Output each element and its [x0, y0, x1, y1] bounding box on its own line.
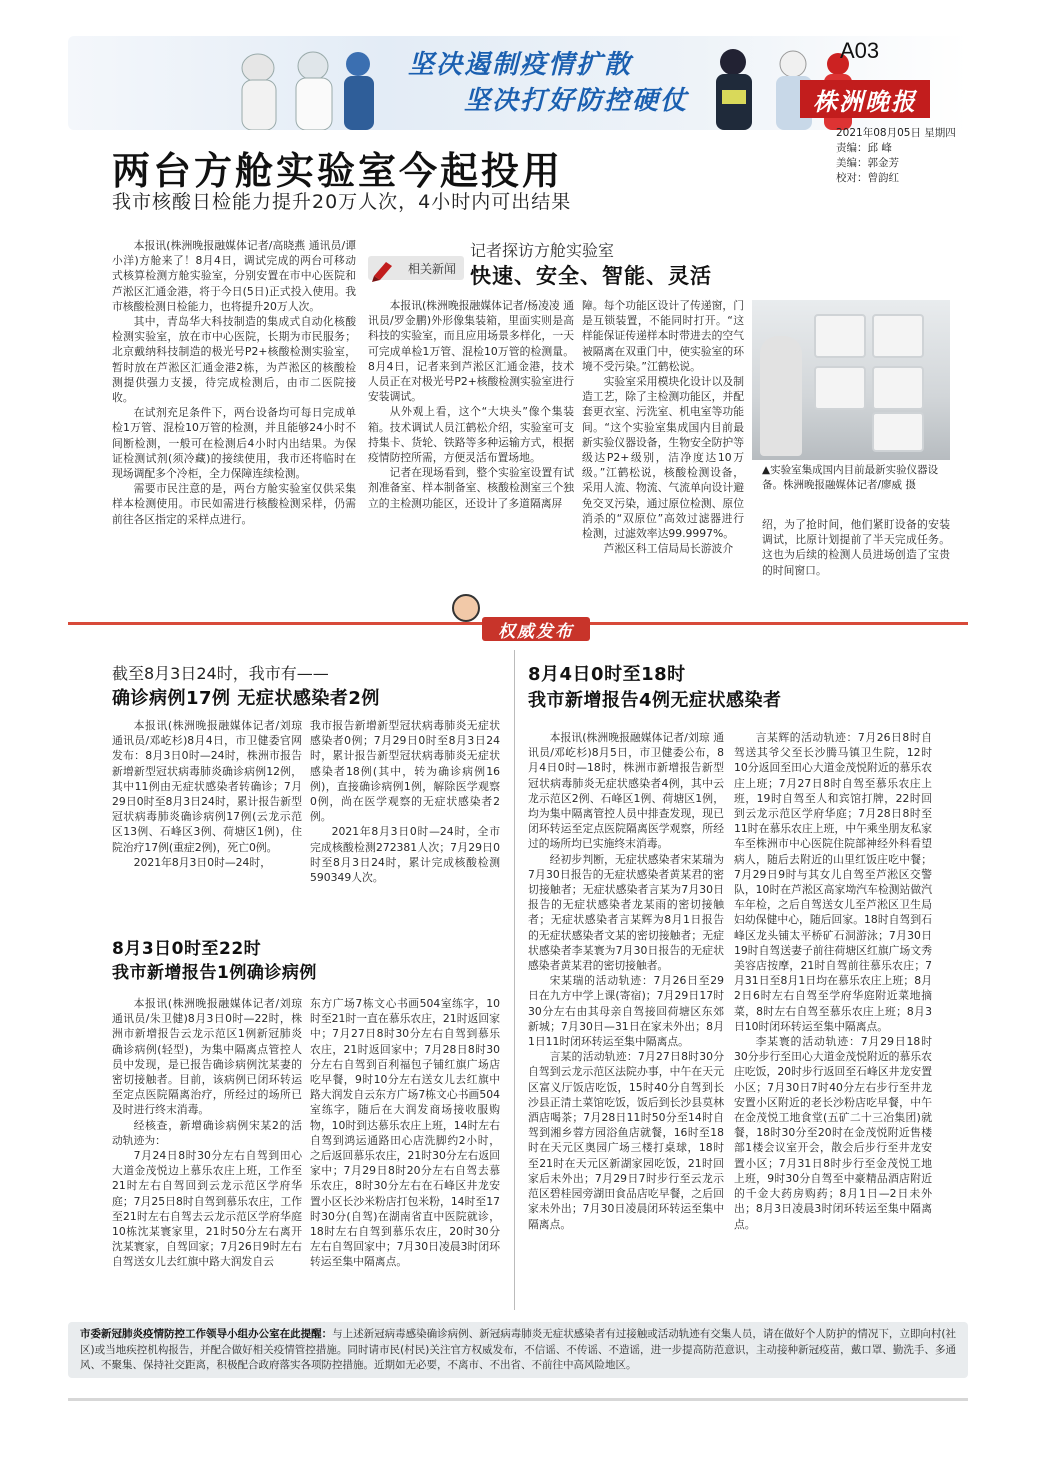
anchor-avatar-icon — [452, 594, 480, 622]
paragraph: 在试剂充足条件下，两台设备均可每日完成单检1万管、混检10万管的检测，并且能够24小时不间断检测，一般可在检测后4小时内出结果。为保证检测试剂(须冷藏)的接续使用，我市还将临时在现场调配多个冷柜，全力保障连续检测。 — [112, 406, 356, 481]
paragraph: 实验室采用模块化设计以及制造工艺，除了主检测功能区，并配套更衣室、污洗室、机电室等功能间。“这个实验室集成国内目前最新实验仪器设备，生物安全防护等级达P2+级别，洁净度达10万级。”江鹤松说，核酸检测设备，采用人流、物流、气流单向设计避免交叉污染，通过原位检测、原位消杀的“双原位”高效过滤器进行检测，过滤效率达99.9997%。 — [582, 375, 744, 541]
story3-subtitle: 我市新增报告4例无症状感染者 — [528, 690, 782, 711]
story1-column-a — [112, 718, 302, 918]
footer-rule — [68, 1398, 968, 1401]
story2-title: 8月3日0时至22时 — [112, 939, 262, 959]
proofreader-credit: 校对：曾韵红 — [836, 172, 899, 184]
photo-caption: ▲实验室集成国内目前最新实验仪器设备。株洲晚报融媒体记者/廖威 摄 — [762, 464, 939, 491]
related-column-1 — [368, 298, 574, 588]
paragraph: 芦淞区科工信局局长游波介 — [603, 542, 734, 556]
notice-lead: 市委新冠肺炎疫情防控工作领导小组办公室在此提醒： — [80, 1328, 333, 1340]
paragraph: 本报讯(株洲晚报融媒体记者/杨凌凌 通讯员/罗金鹏)外形像集装箱，里面实则是高科技的实验室，而且应用场景多样化，一天可完成单检1万管、混检10万管的检测量。8月4日，记者来到芦淞区汇通金港，技术人员正在对极光号P2+核酸检测实验室进行安装调试。 — [368, 299, 574, 404]
lab-photo — [752, 300, 950, 460]
paragraph: 经核查，新增确诊病例宋某2的活动轨迹为： — [112, 1118, 302, 1147]
paragraph: 本报讯(株洲晚报融媒体记者/高晓燕 通讯员/谭小洋)方舱来了！8月4日，调试完成的两台可移动式核算检测方舱实验室，分别安置在市中心医院和芦淞区汇通金港，将于今日(5日)正式投入使用。我市核酸检测日检能力，也将提升20万人次。 — [112, 239, 356, 313]
technician-figure — [760, 336, 802, 456]
public-notice — [68, 1322, 968, 1378]
paragraph: 从外观上看，这个“大块头”像个集装箱。技术调试人员江鹤松介绍，实验室可支持集卡、货轮、铁路等多种运输方式，根据疫情防控所需，方便灵活布置场地。 — [368, 405, 574, 465]
paragraph: 记者在现场看到，整个实验室设置有试剂准备室、样本制备室、核酸检测室三个独立的主检测功能区，还设计了多道隔离屏 — [368, 466, 574, 510]
pen-icon — [370, 256, 396, 282]
paragraph: 7月24日8时30分左右自驾到田心大道金茂悦边上慕乐农庄上班，工作至21时左右自驾回到云龙示范区学府华庭；7月25日8时自驾到慕乐农庄，工作至21时左右自驾去云龙示范区学府华庭10栋沈某寰家里，21时50分左右离开沈某寰家，自驾回家；7月26日9时左右自驾送女儿去红旗中路大润发自云 — [112, 1149, 302, 1269]
paragraph: 本报讯(株洲晚报融媒体记者/刘琼 通讯员/朱卫健)8月3日0时—22时，株洲市新增报告云龙示范区1例新冠肺炎确诊病例(轻型)，为集中隔离点管控人员中发现，是已报告确诊病例沈某妻的密切接触者。目前，该病例已闭环转运至定点医院隔离治疗，所经过的场所已及时进行终末消毒。 — [112, 997, 302, 1117]
story2-column-b — [310, 996, 500, 1314]
paragraph: 绍，为了抢时间，他们紧盯设备的安装调试，比原计划提前了半天完成任务。这也为后续的检测人员进场创造了宝贵的时间窗口。 — [762, 518, 950, 577]
paragraph: 我市报告新增新型冠状病毒肺炎无症状感染者0例；7月29日0时至8月3日24时，累计报告新型冠状病毒肺炎无症状感染者18例(其中，转为确诊病例16例)，直接确诊病例1例，解除医学观察0例，尚在医学观察的无症状感染者2例。 — [310, 719, 500, 824]
related-title: 快速、安全、智能、灵活 — [470, 264, 712, 288]
related-column-3 — [762, 517, 950, 597]
paragraph: 宋某瑞的活动轨迹：7月26日至29日在九方中学上课(寄宿)；7月29日17时30分左右由其母亲自驾接回荷塘区东郊新城；7月30日—31日在家未外出；8月1日11时闭环转运至集中隔离点。 — [528, 974, 724, 1049]
story3-column-a — [528, 730, 724, 1314]
story2-column-a — [112, 996, 302, 1314]
designer-credit: 美编：郭金芳 — [836, 157, 899, 169]
paragraph: 本报讯(株洲晚报融媒体记者/刘琼 通讯员/邓屹杉)8月4日，市卫健委官网发布：8月3日0时—24时，株洲市报告新增新型冠状病毒肺炎确诊病例12例，其中11例由无症状感染者转确诊；7月29日0时至8月3日24时，累计报告新型冠状病毒肺炎确诊病例17例(云龙示范区13例、石峰区3例、荷塘区1例)，住院治疗17例(重症2例)，死亡0例。 — [112, 719, 302, 854]
paragraph: 其中，青岛华大科技制造的集成式自动化核酸检测实验室，放在市中心医院，长期为市民服务；北京戴纳科技制造的极光号P2+核酸检测实验室，暂时放在芦淞区汇通金港2栋，为芦淞区的核酸检测提供强力支援，待完成检测后，由市二医院接收。 — [112, 315, 356, 405]
related-news-tag: 相关新闻 — [368, 256, 464, 280]
banner-slogan-2: 坚决打好防控硬仗 — [464, 86, 689, 116]
column-separator — [514, 650, 515, 1310]
page-number: A03 — [840, 38, 880, 63]
issue-date: 2021年08月05日 星期四 — [836, 127, 956, 139]
story3-column-b — [734, 730, 932, 1314]
banner-slogan-1: 坚决遏制疫情扩散 — [408, 50, 633, 80]
story2-subtitle: 我市新增报告1例确诊病例 — [112, 963, 317, 983]
editor-credit: 责编：邱 峰 — [836, 142, 892, 154]
paragraph: 需要市民注意的是，两台方舱实验室仅供采集样本检测使用。市民如需进行核酸检测采样，仍需前往各区指定的采样点进行。 — [112, 482, 356, 526]
related-column-2 — [582, 298, 744, 588]
story3-title: 8月4日0时至18时 — [528, 664, 686, 685]
main-article-column — [112, 238, 356, 598]
notice-body: 与上述新冠病毒感染确诊病例、新冠病毒肺炎无症状感染者有过接触或活动轨迹有交集人员，请在做好个人防护的情况下，立即向村(社区)或当地疾控机构报告，并配合做好相关疫情管控措施。同时请市民(村民)关注官方权威发布，不信谣、不传谣、不造谣，进一步提高防范意识，主动接种新冠疫苗，戴口罩、勤洗手、多通风、不聚集、保持社交距离，积极配合政府落实各项防控措施。近期如无必要，不离市、不出省、不前往中高风险地区。 — [80, 1328, 957, 1371]
paragraph: 障。每个功能区设计了传递窗，门是互锁装置，不能同时打开。“这样能保证传递样本时带进去的空气被隔离在双重门中，使实验室的环境不受污染。”江鹤松说。 — [582, 299, 744, 373]
story1-column-b — [310, 718, 500, 898]
paragraph: 李某寰的活动轨迹：7月29日18时30分步行至田心大道金茂悦附近的慕乐农庄吃饭，20时步行返回至石峰区井龙安置小区；7月30日7时40分左右步行至井龙安置小区附近的老长沙粉店吃早餐，中午在金茂悦工地食堂(五矿二十三冶集团)就餐，18时30分至20时在金茂悦附近售楼部1楼会议室开会，散会后步行至井龙安置小区；7月31日8时步行至金茂悦工地上班，9时30分自驾至中豪精品酒店附近的千金大药房购药；8月1日—2日未外出；8月3日凌晨3时闭环转运至集中隔离点。 — [734, 1035, 932, 1231]
authority-badge: 权威发布 — [482, 617, 590, 641]
story1-kicker: 截至8月3日24时，我市有—— — [112, 664, 329, 683]
page-headline: 两台方舱实验室今起投用 — [112, 149, 564, 193]
issue-meta — [836, 126, 956, 186]
story1-title: 确诊病例17例 无症状感染者2例 — [112, 688, 380, 709]
paragraph: 2021年8月3日0时—24时， — [133, 855, 271, 869]
newspaper-logo: 株洲晚报 — [800, 80, 930, 118]
paragraph: 本报讯(株洲晚报融媒体记者/刘琼 通讯员/邓屹杉)8月5日，市卫健委公布，8月4日0时—18时，株洲市新增报告新型冠状病毒肺炎无症状感染者4例，其中云龙示范区2例、石峰区1例、荷塘区1例，均为集中隔离管控人员中排查发现，现已闭环转运至定点医院隔离医学观察，所经过的场所均已实施终末消毒。 — [528, 731, 724, 851]
page-subheadline: 我市核酸日检能力提升20万人次，4小时内可出结果 — [112, 191, 572, 213]
related-kicker: 记者探访方舱实验室 — [470, 241, 615, 260]
paragraph: 言某辉的活动轨迹：7月26日8时自驾送其爷父至长沙腾马镇卫生院，12时10分返回至田心大道金茂悦附近的慕乐农庄上班；7月27日8时自驾至慕乐农庄上班，19时自驾至人和宾馆打牌，22时回到云龙示范区学府华庭；7月28日8时至11时在慕乐农庄上班，中午乘坐朋友私家车至株洲市中心医院住院部神经外科看望病人，随后去附近的山里红饭庄吃中餐；7月29日9时与其女儿自驾至芦淞区交警队，10时在芦淞区高家坳汽车检测站做汽车年检，之后自驾送女儿至芦淞区卫生局妇幼保健中心，随后回家。18时自驾到石峰区龙头铺太平桥矿石洞游泳；7月30日19时自驾送妻子前往荷塘区红旗广场文秀美容店按摩，21时自驾前往慕乐农庄；7月31日至8月1日均在慕乐农庄上班；8月2日6时左右自驾至学府华庭附近菜地摘菜，8时左右自驾至慕乐农庄上班；8月3日10时闭环转运至集中隔离点。 — [734, 731, 932, 1033]
paragraph: 东方广场7栋文心书画504室练字，10时至21时一直在慕乐农庄，21时返回家中；7月27日8时30分左右自驾到慕乐农庄，21时返回家中；7月28日8时30分左右自驾到百利福包子铺红旗广场店吃早餐，9时10分左右送女儿去红旗中路大润发自云东方广场7栋文心书画504室练字，随后在大润发商场接收服购物，10时到达慕乐农庄上班，14时左右自驾到鸿运通路田心店洗脚约2小时，之后返回慕乐农庄，21时30分左右返回家中；7月29日8时20分左右自驾去慕乐农庄，8时30分左右在石峰区井龙安置小区长沙米粉店打包米粉，14时至17时30分(自驾)在湖南省直中医院就诊，18时左右自驾到慕乐农庄，20时30分左右自驾回家中；7月30日凌晨3时闭环转运至集中隔离点。 — [310, 997, 500, 1269]
paragraph: 2021年8月3日0时—24时，全市完成核酸检测272381人次；7月29日0时至8月3日24时，累计完成核酸检测590349人次。 — [310, 825, 500, 885]
paragraph: 经初步判断，无症状感染者宋某瑞为7月30日报告的无症状感染者黄某君的密切接触者；无症状感染者言某为7月30日报告的无症状感染者龙某雨的密切接触者；无症状感染者言某辉为8月1日报告的无症状感染者文某的密切接触者；无症状感染者李某寰为7月30日报告的无症状感染者黄某君的密切接触者。 — [528, 852, 724, 973]
medical-workers-illustration — [218, 38, 398, 130]
paragraph: 言某的活动轨迹：7月27日8时30分自驾到云龙示范区法院办事，中午在天元区富义厅饭店吃饭，15时40分自驾到长沙县正清土菜馆吃饭，饭后到长沙县莫林酒店喝茶；7月28日11时50分至14时自驾到湘乡蓉方园浴鱼店就餐，16时至18时在天元区奥园广场三楼打桌球，18时至21时在天元区新湖家园吃饭，21时回家后未外出；7月29日7时步行至云龙示范区碧桂园旁湖田食品店吃早餐，之后回家未外出；7月30日凌晨闭环转运至集中隔离点。 — [528, 1050, 724, 1231]
